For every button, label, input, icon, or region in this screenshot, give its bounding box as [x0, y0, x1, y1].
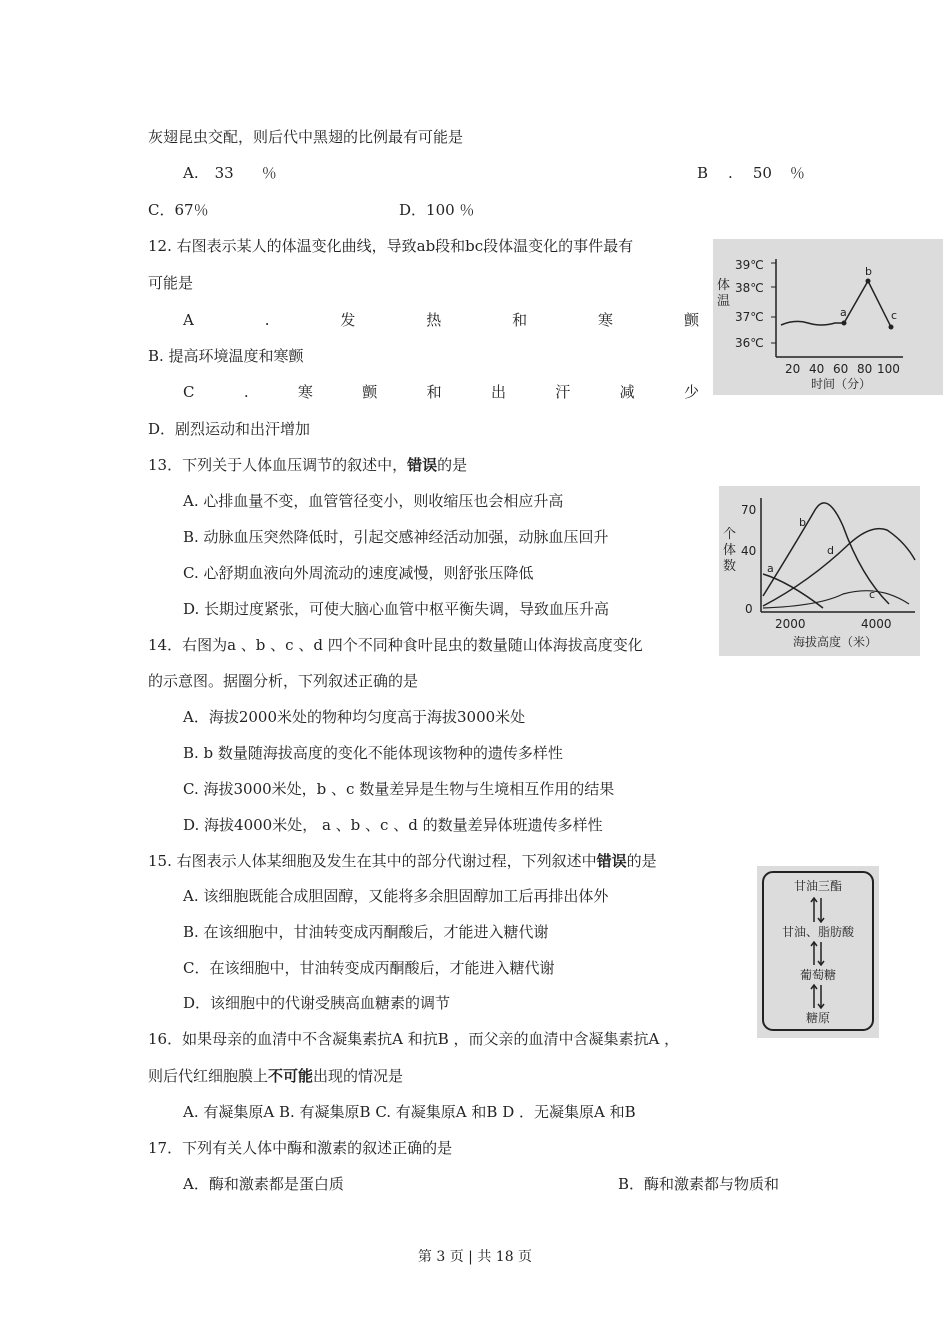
q13-stem-text: 13．下列关于人体血压调节的叙述中， [148, 456, 408, 474]
q15-option-b: B. 在该细胞中，甘油转变成丙酮酸后，才能进入糖代谢 [183, 923, 549, 941]
q12-option-a-char: 和 [512, 311, 528, 329]
q11-option-d: D．100 ％ [399, 201, 475, 219]
y-tick-label: 40 [741, 544, 757, 558]
q15-stem-text: 15. 右图表示人体某细胞及发生在其中的部分代谢过程，下列叙述中 [148, 852, 597, 870]
q15-stem-emphasis: 错误 [596, 852, 627, 870]
reversible-arrows [811, 898, 824, 1008]
q14-option-a: A．海拔2000米处的物种均匀度高于海拔3000米处 [183, 708, 526, 726]
q14-option-c: C. 海拔3000米处，b 、c 数量差异是生物与生境相互作用的结果 [183, 780, 615, 798]
q13-stem-emphasis: 错误 [407, 456, 438, 474]
q14-stem-cont: 的示意图。据圈分析，下列叙述正确的是 [148, 672, 419, 690]
q13-option-a: A. 心排血量不变，血管管径变小，则收缩压也会相应升高 [183, 492, 564, 510]
q14-option-d: D. 海拔4000米处， a 、b 、c 、d 的数量差异体班遗传多样性 [183, 816, 603, 834]
y-axis-label: 体 [723, 543, 737, 558]
q11-option-b [697, 163, 805, 183]
q13-stem [148, 455, 467, 475]
y-axis-label: 数 [723, 559, 737, 574]
q12-stem: 12. 右图表示某人的体温变化曲线，导致ab段和bc段体温变化的事件最有 [148, 237, 634, 255]
metabolite-label: 糖原 [805, 1011, 831, 1025]
q13-option-b: B. 动脉血压突然降低时，引起交感神经活动加强，动脉血压回升 [183, 528, 609, 546]
q14-stem: 14．右图为a 、b 、c 、d 四个不同种食叶昆虫的数量随山体海拔高度变化 [148, 636, 643, 654]
q12-option-a-char: 热 [426, 311, 442, 329]
q14-altitude-figure [719, 486, 920, 656]
metabolite-label: 甘油三酯 [793, 879, 843, 893]
y-tick-label: 36℃ [735, 336, 764, 350]
curve-d [763, 529, 915, 606]
q12-option-c-char: . [243, 383, 249, 401]
q17-option-b: B．酶和激素都与物质和 [618, 1175, 780, 1193]
x-tick-label: 4000 [861, 617, 892, 631]
q12-option-c-char: 颤 [362, 383, 378, 401]
q12-option-c-char: 出 [490, 383, 506, 401]
y-axis-label: 温 [717, 294, 731, 309]
y-tick-label: 70 [741, 503, 757, 517]
q13-option-d: D. 长期过度紧张，可使大脑心血管中枢平衡失调，导致血压升高 [183, 600, 610, 618]
q17-option-a: A．酶和激素都是蛋白质 [183, 1175, 344, 1193]
q16-stem-cont [148, 1066, 403, 1086]
q12-option-c-char: C [183, 383, 195, 401]
x-tick-label: 80 [857, 362, 873, 376]
metabolite-label: 甘油、脂肪酸 [781, 925, 855, 939]
x-tick-label: 100 [877, 362, 900, 376]
point-label: c [891, 309, 898, 322]
point-b [866, 279, 871, 284]
curve-label: d [827, 544, 834, 557]
y-tick-label: 37℃ [735, 310, 764, 324]
y-axis-label: 体 [717, 278, 731, 293]
curve-label: a [767, 562, 774, 575]
x-tick-label: 40 [809, 362, 825, 376]
q12-option-c [183, 382, 699, 402]
q16-stem-text: 则后代红细胞膜上 [148, 1067, 269, 1085]
q16-stem: 16．如果母亲的血清中不含凝集素抗A 和抗B ，而父亲的血清中含凝集素抗A ， [148, 1030, 680, 1048]
q11-option-a-percent: ％ [261, 164, 277, 182]
point-c [889, 325, 894, 330]
curve-label: b [799, 516, 806, 529]
q11-option-b-value: 50 [752, 164, 772, 182]
q12-option-c-char: 和 [426, 383, 442, 401]
q12-option-a [183, 310, 699, 330]
q12-option-a-char: 寒 [598, 311, 614, 329]
metabolite-label: 葡萄糖 [799, 968, 837, 982]
q12-option-a-char: . [264, 311, 270, 329]
page-footer: 第 3 页 | 共 18 页 [417, 1249, 533, 1265]
q11-stem: 灰翅昆虫交配，则后代中黑翅的比例最有可能是 [148, 128, 464, 146]
q15-stem [148, 851, 657, 871]
q15-option-c: C．在该细胞中，甘油转变成丙酮酸后，才能进入糖代谢 [183, 959, 555, 977]
x-tick-label: 2000 [775, 617, 806, 631]
q13-option-c: C. 心舒期血液向外周流动的速度减慢，则舒张压降低 [183, 564, 534, 582]
q15-stem-text: 的是 [626, 852, 657, 870]
y-tick-label: 0 [745, 602, 753, 616]
x-axis-label: 时间（分） [811, 377, 872, 391]
q11-option-b-dot: . [728, 164, 733, 182]
q12-option-b: B. 提高环境温度和寒颤 [148, 347, 304, 365]
q13-stem-text: 的是 [437, 456, 468, 474]
q15-option-d: D．该细胞中的代谢受胰高血糖素的调节 [183, 994, 451, 1012]
q12-option-c-char: 汗 [555, 383, 571, 401]
point-label: b [865, 265, 872, 278]
q14-option-b: B. b 数量随海拔高度的变化不能体现该物种的遗传多样性 [183, 744, 563, 762]
q11-option-b-percent: ％ [789, 164, 805, 182]
q12-option-c-char: 寒 [297, 383, 313, 401]
q12-option-a-char: 颤 [683, 311, 699, 329]
temperature-curve [781, 281, 891, 327]
q12-option-c-char: 减 [619, 383, 635, 401]
q17-stem: 17．下列有关人体中酶和激素的叙述正确的是 [148, 1139, 453, 1157]
y-tick-label: 39℃ [735, 258, 764, 272]
q11-option-c: C．67％ [148, 201, 209, 219]
q12-option-d: D．剧烈运动和出汗增加 [148, 420, 311, 438]
q12-stem-cont: 可能是 [148, 274, 194, 292]
q11-option-a-letter: A. [183, 164, 199, 182]
x-tick-label: 20 [785, 362, 801, 376]
curve-label: c [869, 588, 876, 601]
point-label: a [840, 306, 847, 319]
q12-option-c-char: 少 [683, 383, 699, 401]
x-axis-label: 海拔高度（米） [793, 635, 878, 649]
x-tick-label: 60 [833, 362, 849, 376]
q12-option-a-char: 发 [340, 311, 356, 329]
q15-option-a: A. 该细胞既能合成胆固醇，又能将多余胆固醇加工后再排出体外 [183, 887, 609, 905]
q16-options: A. 有凝集原A B. 有凝集原B C. 有凝集原A 和B D ．无凝集原A 和B [183, 1103, 636, 1121]
y-tick-label: 38℃ [735, 281, 764, 295]
y-axis-label: 个 [723, 527, 737, 542]
q15-cell-figure [757, 866, 879, 1038]
q16-stem-text: 出现的情况是 [313, 1067, 404, 1085]
q16-stem-emphasis: 不可能 [268, 1067, 314, 1085]
q11-option-a-value: 33 [214, 164, 234, 182]
q12-option-a-char: A [183, 311, 194, 329]
q11-option-b-letter: B [697, 164, 709, 182]
cell-outline [763, 872, 873, 1030]
point-a [842, 321, 847, 326]
q12-temperature-figure [713, 239, 943, 395]
q11-option-a [183, 163, 277, 183]
